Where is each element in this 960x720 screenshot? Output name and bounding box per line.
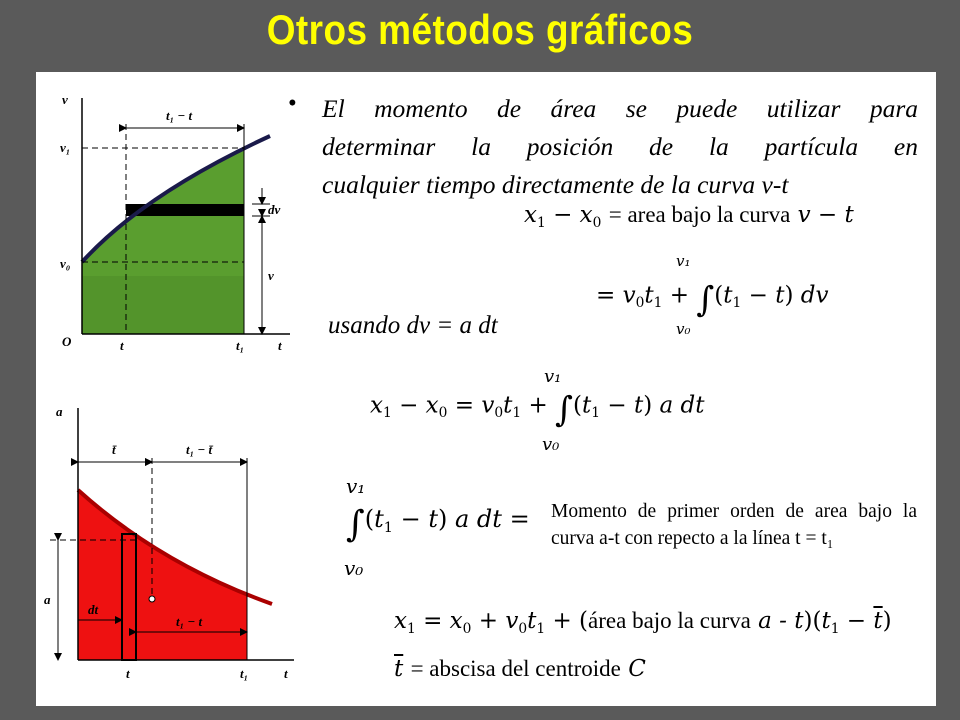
eq6-c: C (628, 656, 646, 682)
vt-v0-label: v₀ (60, 256, 71, 271)
at-t1-label: t₁ (240, 666, 249, 681)
vt-t-label: t (120, 338, 124, 353)
at-axis-t-label: t (284, 666, 288, 681)
bullet-line-2: determinar la posición de la partícula en (322, 132, 918, 161)
eq4-upper-limit: v₁ (346, 474, 366, 498)
eq2-lower-limit: v₀ (676, 320, 691, 338)
at-t-label: t (126, 666, 130, 681)
vt-t1-label: t₁ (236, 338, 245, 353)
vt-t1-minus-t-label: t₁ − t (166, 108, 193, 123)
acceleration-time-figure (40, 394, 300, 694)
equation-6: $\overline{t}$ = abscisa del centroide C (394, 656, 646, 682)
area-under-at-curve (78, 490, 247, 660)
at-dt-label: dt (88, 602, 99, 617)
eq3-upper-limit: v₁ (544, 366, 562, 387)
equation-1: $x_1 - x_0$ = area bajo la curva v − t (524, 202, 854, 231)
vt-v-dim-label: v (268, 268, 274, 283)
vt-dv-label: dv (268, 202, 281, 217)
eq1-rhs: = area bajo la curva (608, 202, 791, 227)
at-a-dim-label: a (44, 592, 51, 607)
at-t1-minus-t-label: t₁ − t (176, 614, 203, 629)
eq6-text: = abscisa del centroide (410, 656, 621, 681)
usando-text: usando dv = a dt (328, 312, 498, 339)
bullet-dot: • (288, 90, 297, 117)
eq5-at: a - t (758, 608, 804, 634)
eq3-lower-limit: v₀ (542, 434, 560, 455)
eq4-lower-limit: v₀ (344, 556, 364, 580)
at-t1-minus-tbar-label: t₁ − t̄ (186, 442, 213, 457)
vt-axis-v-label: v (62, 92, 68, 107)
vt-v1-label: v₁ (60, 140, 71, 155)
eq1-vt: v − t (797, 202, 854, 228)
velocity-time-figure (54, 84, 294, 354)
equation-2: = $v_0t_1 + \int(t_1 - t)$ dv (596, 280, 829, 320)
vt-axis-t-label: t (278, 338, 282, 353)
bullet-line-1: El momento de área se puede utilizar para (322, 94, 918, 123)
equation-5: $x_1 = x_0 + v_0t_1$ + (área bajo la curva $a - t)(t_1 - \overline{t})$ (394, 608, 892, 637)
equation-4: $\int(t_1 - t)$ a dt = (346, 504, 530, 545)
slide-title: Otros métodos gráficos (266, 6, 694, 53)
slide-panel (36, 72, 936, 706)
vt-origin-label: O (62, 334, 72, 349)
bullet-line-3: cualquier tiempo directamente de la curva v-t (322, 170, 789, 199)
centroid-marker (149, 596, 155, 602)
equation-3: $x_1 - x_0 = v_0t_1 + \int(t_1 - t)$ a dt (370, 390, 705, 430)
eq2-upper-limit: v₁ (676, 252, 691, 270)
moment-note: Momento de primer orden de area bajo la curva a-t con repecto a la línea t = t₁ (551, 501, 917, 549)
at-axis-a-label: a (56, 404, 63, 419)
bullet-text (322, 90, 918, 204)
at-tbar-label: t̄ (112, 442, 116, 457)
